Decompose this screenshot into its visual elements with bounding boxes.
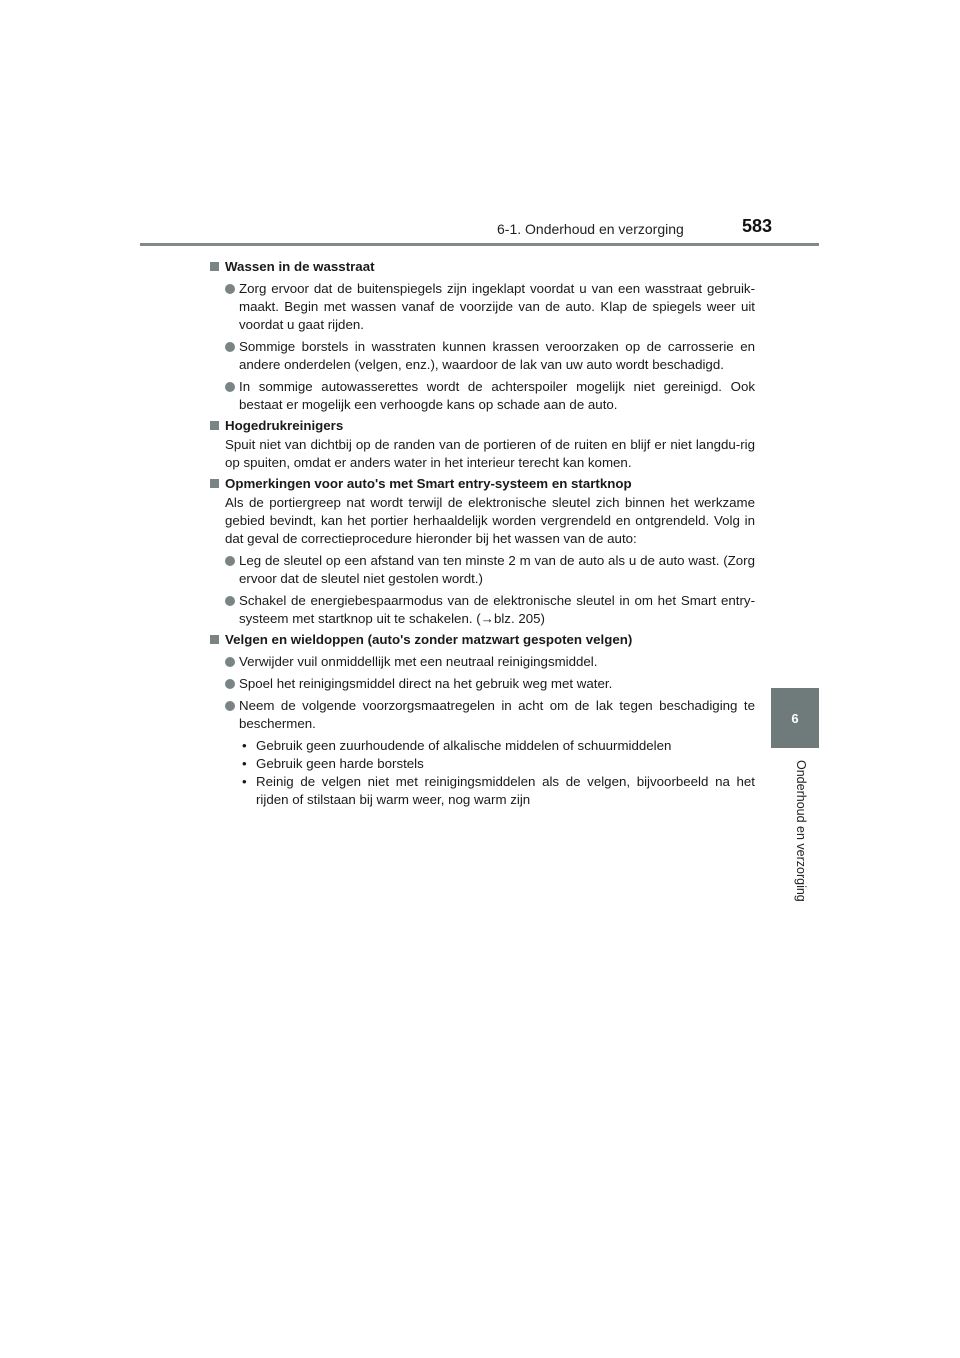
section-smart-entry [210,475,755,628]
section-title: Opmerkingen voor auto's met Smart entry-systeem en startknop [210,475,755,493]
round-bullet-icon [225,382,235,392]
list-item: Schakel de energiebespaarmodus van de elektronische sleutel in om het Smart entry-systeem met startknop uit te schakelen. (→blz. 205) [210,592,755,628]
list-item: Neem de volgende voorzorgsmaatregelen in acht om de lak tegen beschadiging te beschermen. [210,697,755,733]
section-header: 6-1. Onderhoud en verzorging [497,221,684,237]
round-bullet-icon [225,657,235,667]
section-title: Wassen in de wasstraat [210,258,755,276]
chapter-tab [771,688,819,748]
dot-bullet-icon: • [242,774,247,789]
section-title: Velgen en wieldoppen (auto's zonder matzwart gespoten velgen) [210,631,755,649]
sub-list-item: • Gebruik geen harde borstels [242,756,424,771]
section-title: Hogedrukreinigers [210,417,755,435]
dot-bullet-icon: • [242,756,247,771]
list-item: Sommige borstels in wasstraten kunnen krassen veroorzaken op de carrosserie en andere onderdelen (velgen, enz.), waardoor de lak van uw auto wordt beschadigd. [210,338,755,374]
round-bullet-icon [225,284,235,294]
header-divider [140,243,819,246]
square-bullet-icon [210,262,219,271]
list-item: Leg de sleutel op een afstand van ten minste 2 m van de auto als u de auto wast. (Zorg ervoor dat de sleutel niet gestolen wordt.) [210,552,755,588]
page-content [210,256,755,809]
list-item: Verwijder vuil onmiddellijk met een neutraal reinigingsmiddel. [210,653,755,671]
sub-list-item: • Gebruik geen zuurhoudende of alkalische middelen of schuurmiddelen [242,738,672,753]
list-item: In sommige autowasserettes wordt de achterspoiler mogelijk niet gereinigd. Ook bestaat er mogelijk een verhoogde kans op schade aan de auto. [210,378,755,414]
square-bullet-icon [210,479,219,488]
section-text: Spuit niet van dichtbij op de randen van de portieren of de ruiten en blijf er niet langdu-rig op spuiten, omdat er anders water in het interieur terecht kan komen. [225,437,755,470]
section-wheels [210,631,755,809]
section-pressure-washers [210,417,755,472]
round-bullet-icon [225,556,235,566]
dot-bullet-icon: • [242,738,247,753]
list-item: Zorg ervoor dat de buitenspiegels zijn ingeklapt voordat u van een wasstraat gebruik-maakt. Begin met wassen vanaf de voorzijde van de auto. Klap de spiegels weer uit voordat u gaat rijden. [210,280,755,334]
round-bullet-icon [225,596,235,606]
section-car-wash [210,258,755,414]
square-bullet-icon [210,635,219,644]
round-bullet-icon [225,701,235,711]
chapter-number: 6 [791,710,799,726]
sub-list [210,737,755,809]
list-item: Spoel het reinigingsmiddel direct na het gebruik weg met water. [210,675,755,693]
chapter-title: Onderhoud en verzorging [794,760,808,902]
square-bullet-icon [210,421,219,430]
round-bullet-icon [225,342,235,352]
round-bullet-icon [225,679,235,689]
section-text: Als de portiergreep nat wordt terwijl de elektronische sleutel zich binnen het werkzame gebied bevindt, kan het portier herhaaldelijk worden vergrendeld en ontgrendeld. Volg in dat geval de correctieprocedure hieronder bij het wassen van de auto: [225,495,755,546]
page-number: 583 [742,216,773,236]
sub-list-item: • Reinig de velgen niet met reinigingsmiddelen als de velgen, bijvoorbeeld na het rijden of stilstaan bij warm weer, nog warm zijn [242,774,755,807]
